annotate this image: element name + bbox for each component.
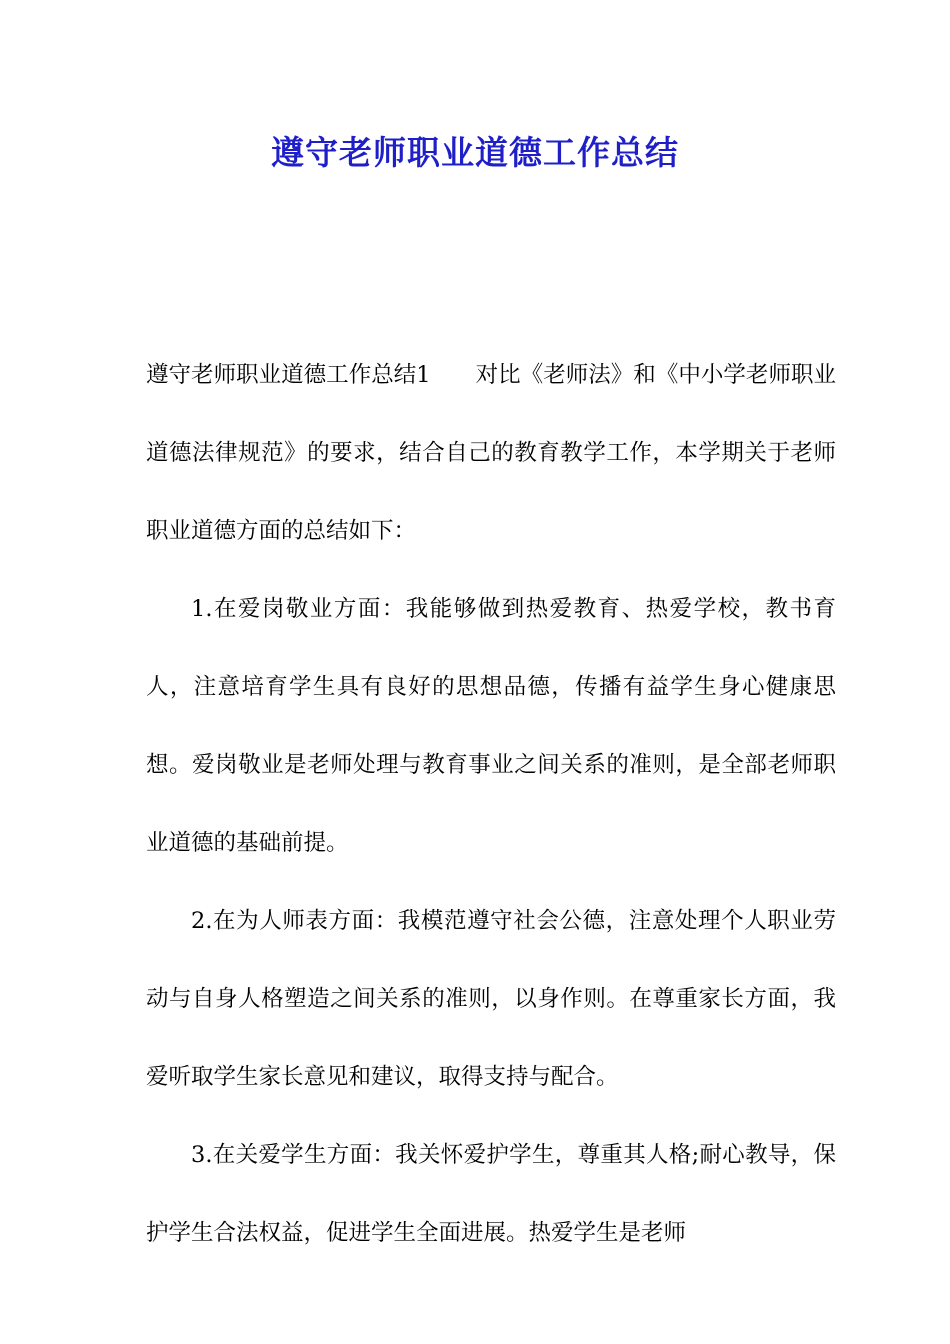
document-title: 遵守老师职业道德工作总结 <box>271 133 679 172</box>
document-body <box>146 336 836 1272</box>
paragraph-item-3: 3.在关爱学生方面：我关怀爱护学生，尊重其人格;耐心教导，保护学生合法权益，促进学生全面进展。热爱学生是老师 <box>146 1142 836 1246</box>
paragraph-intro: 遵守老师职业道德工作总结1 对比《老师法》和《中小学老师职业道德法律规范》的要求，结合自己的教育教学工作，本学期关于老师职业道德方面的总结如下： <box>146 362 836 544</box>
paragraph-item-2: 2.在为人师表方面：我模范遵守社会公德，注意处理个人职业劳动与自身人格塑造之间关系的准则，以身作则。在尊重家长方面，我爱听取学生家长意见和建议，取得支持与配合。 <box>146 908 836 1090</box>
paragraph-item-1: 1.在爱岗敬业方面：我能够做到热爱教育、热爱学校，教书育人，注意培育学生具有良好的思想品德，传播有益学生身心健康思想。爱岗敬业是老师处理与教育事业之间关系的准则，是全部老师职业道德的基础前提。 <box>146 596 836 856</box>
